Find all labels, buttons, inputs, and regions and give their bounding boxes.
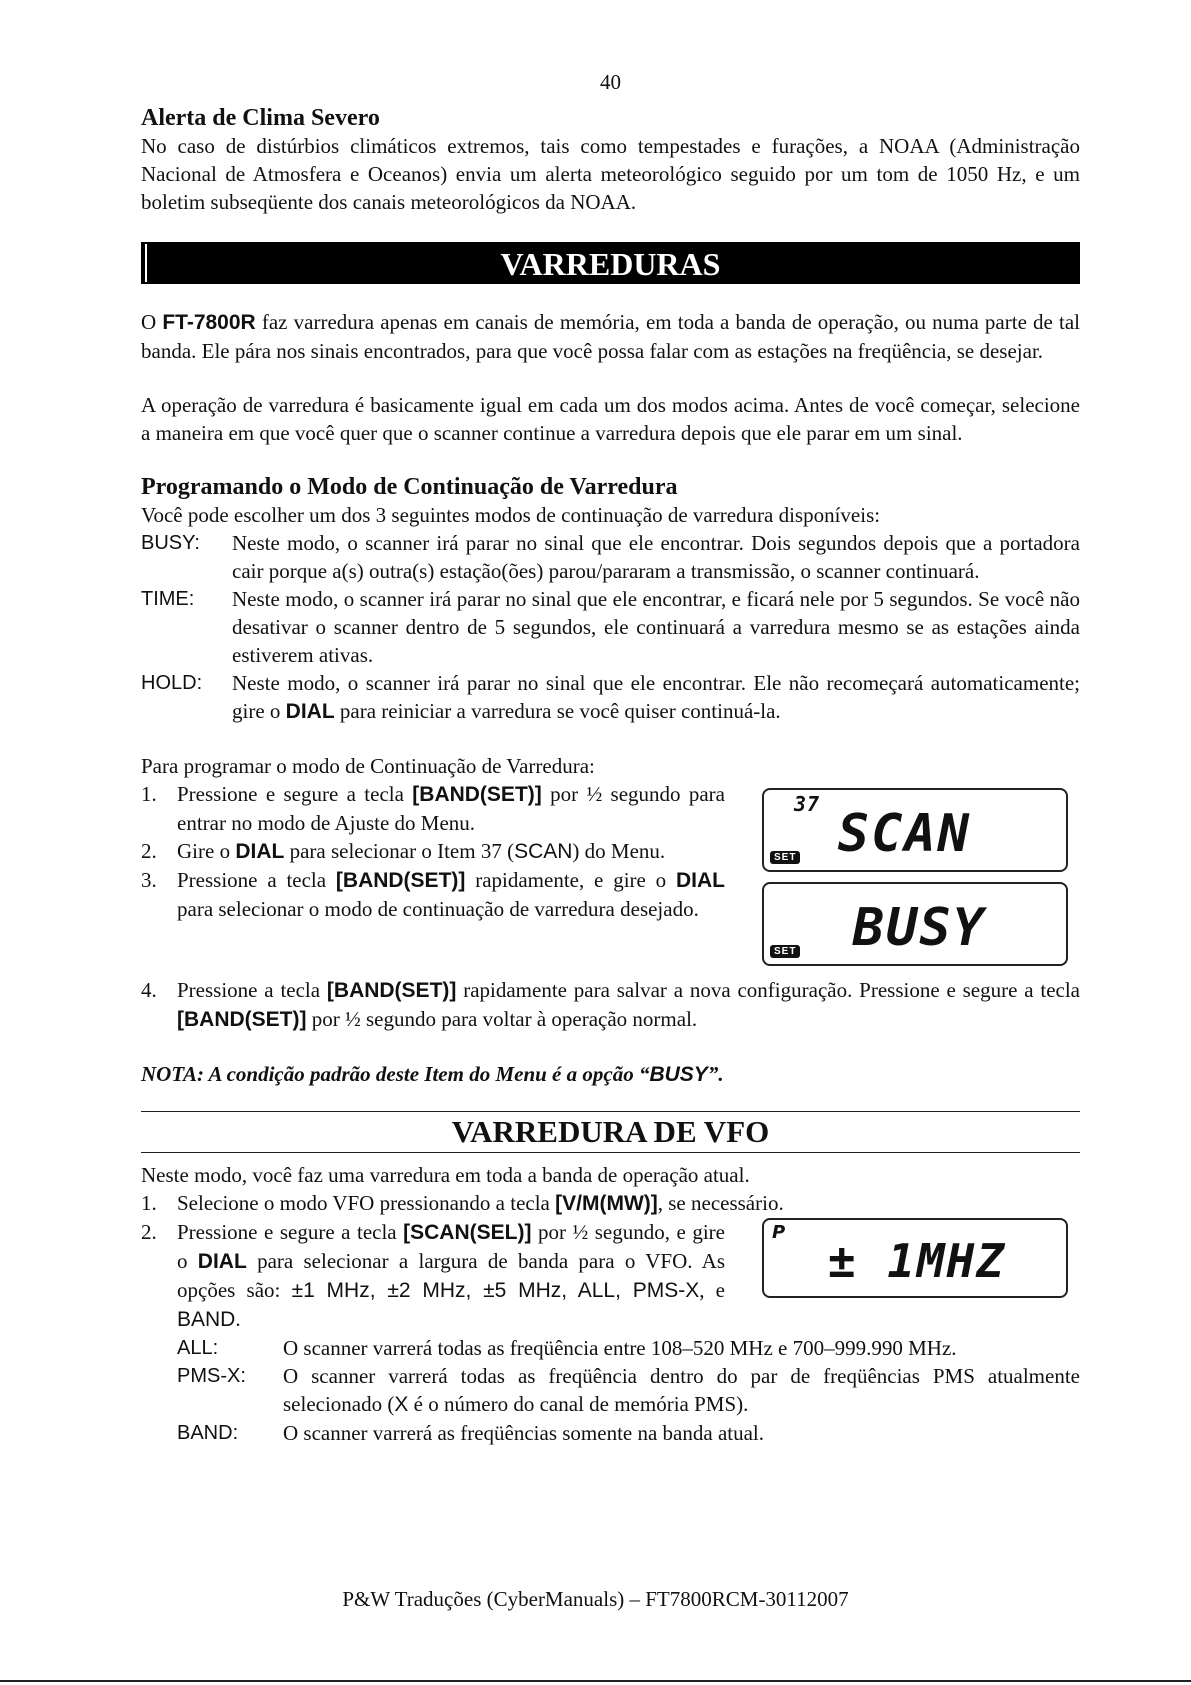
program-steps: [141, 780, 725, 923]
lcd-text: BUSY: [852, 898, 986, 958]
option-desc: O scanner varrerá todas as freqüência dentro do par de freqüências PMS atualmente selecionado (X é o número do canal de memória PMS).: [283, 1364, 1080, 1416]
lcd-displays: [762, 1218, 1080, 1334]
scan-intro-paragraph: O FT-7800R faz varredura apenas em canais de memória, em toda a banda de operação, ou numa parte de tal banda. Ele pára nos sinais encontrados, para que você possa falar com as estações na freqüência, se desejar.: [141, 310, 1080, 363]
lcd-display-bandwidth: [762, 1218, 1068, 1298]
mode-term: BUSY:: [141, 532, 200, 554]
lcd-displays: [762, 780, 1080, 976]
resume-mode-list: [141, 529, 1080, 726]
vfo-step-with-display: [141, 1218, 1080, 1334]
step-item: 2. Gire o DIAL para selecionar o Item 37 (SCAN) do Menu.: [141, 839, 666, 863]
option-desc: O scanner varrerá todas as freqüência entre 108–520 MHz e 700–999.990 MHz.: [283, 1336, 957, 1360]
resume-intro: Você pode escolher um dos 3 seguintes modos de continuação de varredura disponíveis:: [141, 503, 881, 527]
lcd-letter: P: [772, 1222, 786, 1243]
step-item: 2. Pressione e segure a tecla [SCAN(SEL)] por ½ segundo, e gire o DIAL para selecionar a largura de banda para o VFO. As opções são: ±1 MHz, ±2 MHz, ±5 MHz, ALL, PMS-X, e BAND.: [141, 1220, 725, 1331]
option-term: PMS-X:: [177, 1365, 246, 1387]
alert-paragraph: No caso de distúrbios climáticos extremos, tais como tempestades e furações, a NOAA (Administração Nacional de Atmosfera e Oceanos) envia um alerta meteorológico seguido por um tom de 1050 Hz, e um boletim subseqüente dos canais meteorológicos da NOAA.: [141, 134, 1080, 214]
banner-left-bar: [145, 244, 147, 282]
lcd-menu-number: 37: [794, 792, 821, 816]
option-term: ALL:: [177, 1337, 219, 1359]
step-item: 1. Pressione e segure a tecla [BAND(SET)] por ½ segundo para entrar no modo de Ajuste do Menu.: [141, 782, 725, 835]
mode-hold: [141, 669, 1080, 726]
lcd-display-busy: [762, 882, 1068, 966]
set-indicator-icon: SET: [770, 945, 800, 958]
vfo-intro: Neste modo, você faz uma varredura em toda a banda de operação atual.: [141, 1163, 750, 1187]
model-name: FT-7800R: [162, 311, 256, 334]
note: NOTA: A condição padrão deste Item do Menu é a opção “BUSY”.: [141, 1062, 724, 1086]
option-pms-x: [177, 1362, 1080, 1419]
page-footer: P&W Traduções (CyberManuals) – FT7800RCM-30112007: [342, 1587, 849, 1611]
program-intro: Para programar o modo de Continuação de Varredura:: [141, 754, 595, 778]
mode-desc: Neste modo, o scanner irá parar no sinal que ele encontrar. Ele não recomeçará automaticamente; gire o DIAL para reiniciar a varredura se você quiser continuá-la.: [232, 671, 1080, 723]
step-item: 3. Pressione a tecla [BAND(SET)] rapidamente, e gire o DIAL para selecionar o modo de continuação de varredura desejado.: [141, 868, 725, 921]
option-band: [177, 1419, 1080, 1447]
mode-term: TIME:: [141, 588, 195, 610]
scan-operation-paragraph: A operação de varredura é basicamente igual em cada um dos modos acima. Antes de você começar, selecione a maneira em que você quer que o scanner continue a varredura depois que ele parar em um sinal.: [141, 393, 1080, 445]
mode-desc: Neste modo, o scanner irá parar no sinal que ele encontrar. Dois segundos depois que a portadora cair porque a(s) outra(s) estação(ões) parou/pararam a transmissão, o scanner continuará.: [232, 531, 1080, 583]
bottom-rule: [0, 1680, 1191, 1682]
mode-time: [141, 585, 1080, 669]
lcd-text: ± 1MHZ: [827, 1234, 1006, 1288]
steps-with-displays: [141, 780, 1080, 976]
lcd-text: SCAN: [837, 804, 971, 864]
option-term: BAND:: [177, 1422, 239, 1444]
vfo-steps: [141, 1189, 1080, 1218]
section-title: VARREDURAS: [500, 246, 721, 282]
manual-page: [141, 70, 1080, 1447]
alert-heading: Alerta de Clima Severo: [141, 105, 380, 131]
vfo-option-list: [177, 1334, 1080, 1447]
lcd-display-scan: [762, 788, 1068, 872]
step-item: 4. Pressione a tecla [BAND(SET)] rapidamente para salvar a nova configuração. Pressione e segure a tecla [BAND(SET)] por ½ segundo para voltar à operação normal.: [141, 978, 1081, 1031]
mode-term: HOLD:: [141, 672, 203, 694]
option-desc: O scanner varrerá as freqüências somente na banda atual.: [283, 1421, 765, 1445]
set-indicator-icon: SET: [770, 851, 800, 864]
mode-desc: Neste modo, o scanner irá parar no sinal que ele encontrar, e ficará nele por 5 segundos. Se você não desativar o scanner dentro de 5 segundos, ele continuará a varredura mesmo se as estações ainda estiverem ativas.: [232, 587, 1080, 667]
section-banner-vfo: VARREDURA DE VFO: [141, 1111, 1080, 1153]
section-banner-scan: [141, 242, 1080, 284]
option-all: [177, 1334, 1080, 1362]
page-number: 40: [600, 70, 621, 94]
resume-heading: Programando o Modo de Continuação de Varredura: [141, 474, 678, 500]
mode-busy: [141, 529, 1080, 585]
program-steps-continued: [141, 976, 1080, 1034]
step-item: 1. Selecione o modo VFO pressionando a tecla [V/M(MW)], se necessário.: [141, 1191, 784, 1215]
